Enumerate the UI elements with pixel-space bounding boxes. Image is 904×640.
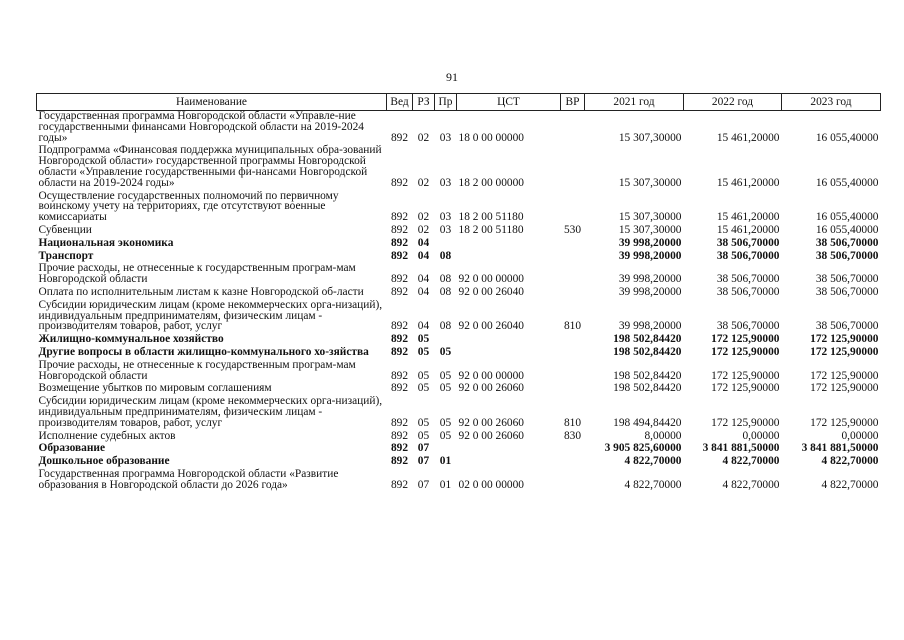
row-amount-2021: 39 998,20000 [618,320,682,333]
row-vr [561,251,585,264]
row-amount-2022: 15 461,20000 [716,211,780,224]
row-amount-2023: 38 506,70000 [815,285,879,298]
row-name: Национальная экономика [38,236,174,249]
header-ved: Вед [387,94,413,111]
row-amount-2022: 172 125,90000 [711,369,780,382]
table-header-row [37,94,881,111]
row-amount-2021: 4 822,70000 [624,455,682,468]
row-name: Субсидии юридическим лицам (кроме некоммерческих орга-низаций), индивидуальным предпринимателям, физическим лицам - производителям товаров, работ, услуг [38,395,383,429]
row-vr [561,287,585,300]
row-cst: 18 2 00 51180 [458,223,524,236]
row-cst [457,443,561,456]
row-pr: 03 [439,176,452,189]
row-amount-2022: 172 125,90000 [711,333,780,346]
budget-table [36,93,881,493]
row-amount-2022: 3 841 881,50000 [702,442,780,455]
row-pr: 05 [439,382,452,395]
row-amount-2023: 16 055,40000 [815,211,879,224]
header-rz: РЗ [413,94,435,111]
row-rz: 05 [417,345,430,358]
row-pr: 03 [439,131,452,144]
row-rz: 05 [417,416,430,429]
row-name: Прочие расходы, не отнесенные к государственным програм-мам Новгородской области [38,358,356,382]
row-pr: 05 [439,429,452,442]
row-amount-2023: 38 506,70000 [815,236,879,249]
row-ved: 892 [390,345,409,358]
row-ved: 892 [390,442,409,455]
row-amount-2023: 4 822,70000 [821,478,879,491]
row-vr [561,111,585,146]
row-cst [457,456,561,469]
row-amount-2021: 39 998,20000 [618,249,682,262]
row-pr: 05 [439,345,452,358]
row-amount-2023: 172 125,90000 [810,333,879,346]
row-cst: 92 0 00 26040 [458,285,524,298]
table-row [37,287,881,300]
row-pr: 05 [439,416,452,429]
row-amount-2022: 38 506,70000 [716,236,780,249]
row-amount-2022: 172 125,90000 [711,416,780,429]
row-amount-2023: 172 125,90000 [810,345,879,358]
row-name: Дошкольное образование [38,455,170,468]
row-ved: 892 [390,429,409,442]
row-rz: 04 [417,273,430,286]
row-cst [457,251,561,264]
row-rz: 05 [417,369,430,382]
row-pr: 01 [439,478,452,491]
row-vr [561,238,585,251]
row-rz: 05 [417,382,430,395]
row-amount-2021: 4 822,70000 [624,478,682,491]
table-row [37,396,881,430]
row-vr [561,360,585,384]
row-amount-2021: 8,00000 [644,429,682,442]
table-row [37,360,881,384]
row-vr [561,456,585,469]
row-amount-2021: 3 905 825,60000 [604,442,682,455]
row-ved: 892 [390,211,409,224]
row-amount-2022: 38 506,70000 [716,273,780,286]
row-amount-2022: 15 461,20000 [716,131,780,144]
row-name: Образование [38,442,106,455]
row-ved: 892 [390,382,409,395]
row-amount-2021: 15 307,30000 [618,223,682,236]
row-cst: 92 0 00 00000 [458,273,524,286]
row-name: Возмещение убытков по мировым соглашениям [38,382,272,395]
row-ved: 892 [390,320,409,333]
row-name: Государственная программа Новгородской области «Управле-ние государственными финансами Новгородской области на 2019-2024 годы» [38,110,364,144]
table-row [37,469,881,493]
row-cst: 18 2 00 00000 [458,176,524,189]
row-name: Субвенции [38,223,92,236]
row-rz: 07 [417,478,430,491]
row-rz: 04 [417,249,430,262]
row-pr: 03 [439,223,452,236]
row-cst: 92 0 00 26060 [458,416,524,429]
row-ved: 892 [390,273,409,286]
row-cst [457,347,561,360]
row-amount-2021: 198 502,84420 [613,333,682,346]
table-row [37,238,881,251]
row-amount-2022: 172 125,90000 [711,345,780,358]
row-pr: 08 [439,285,452,298]
row-pr: 08 [439,249,452,262]
row-amount-2022: 38 506,70000 [716,285,780,298]
row-amount-2023: 4 822,70000 [821,455,879,468]
row-name: Прочие расходы, не отнесенные к государственным програм-мам Новгородской области [38,262,356,286]
row-amount-2022: 38 506,70000 [716,249,780,262]
row-amount-2022: 4 822,70000 [722,455,780,468]
row-cst: 92 0 00 26060 [458,429,524,442]
header-cst: ЦСТ [457,94,561,111]
row-ved: 892 [390,285,409,298]
row-rz: 07 [417,455,430,468]
row-amount-2023: 172 125,90000 [810,382,879,395]
header-2023: 2023 год [782,94,881,111]
row-rz: 04 [417,285,430,298]
row-rz: 02 [417,131,430,144]
row-vr [561,263,585,287]
row-vr [561,347,585,360]
row-name: Оплата по исполнительным листам к казне Новгородской об-ласти [38,285,364,298]
row-amount-2022: 15 461,20000 [716,223,780,236]
row-pr: 01 [439,455,452,468]
row-rz: 02 [417,211,430,224]
header-name: Наименование [37,94,387,111]
row-ved: 892 [390,478,409,491]
row-cst: 18 2 00 51180 [458,211,524,224]
table-row [37,300,881,334]
row-cst [457,334,561,347]
row-ved: 892 [390,223,409,236]
table-row [37,111,881,146]
row-name: Другие вопросы в области жилищно-коммунального хо-зяйства [38,345,369,358]
table-row [37,145,881,190]
header-2022: 2022 год [684,94,782,111]
row-amount-2021: 198 502,84420 [613,345,682,358]
row-ved: 892 [390,455,409,468]
row-ved: 892 [390,369,409,382]
header-pr: Пр [435,94,457,111]
row-amount-2023: 172 125,90000 [810,369,879,382]
row-amount-2023: 16 055,40000 [815,223,879,236]
row-amount-2023: 38 506,70000 [815,273,879,286]
row-amount-2023: 16 055,40000 [815,176,879,189]
row-vr [561,145,585,190]
table-row [37,225,881,238]
row-amount-2022: 4 822,70000 [722,478,780,491]
row-vr [561,443,585,456]
row-amount-2022: 0,00000 [742,429,780,442]
row-cst: 92 0 00 00000 [458,369,524,382]
row-amount-2022: 172 125,90000 [711,382,780,395]
row-name: Субсидии юридическим лицам (кроме некоммерческих орга-низаций), индивидуальным предпринимателям, физическим лицам - производителям товаров, работ, услуг [38,298,383,333]
row-ved: 892 [390,416,409,429]
row-cst: 92 0 00 26060 [458,382,524,395]
row-amount-2021: 198 494,84420 [613,416,682,429]
row-amount-2021: 39 998,20000 [618,236,682,249]
row-ved: 892 [390,236,409,249]
row-ved: 892 [390,131,409,144]
row-amount-2021: 39 998,20000 [618,285,682,298]
row-amount-2023: 16 055,40000 [815,131,879,144]
row-pr: 08 [439,320,452,333]
row-amount-2021: 198 502,84420 [613,369,682,382]
row-amount-2021: 15 307,30000 [618,211,682,224]
row-rz: 04 [417,236,430,249]
row-amount-2023: 3 841 881,50000 [801,442,879,455]
row-amount-2022: 15 461,20000 [716,176,780,189]
row-amount-2022: 38 506,70000 [716,320,780,333]
row-pr [435,238,457,251]
row-vr: 830 [563,429,582,442]
row-cst: 18 0 00 00000 [458,131,524,144]
row-amount-2021: 198 502,84420 [613,382,682,395]
table-row [37,191,881,225]
row-vr [561,334,585,347]
row-amount-2023: 38 506,70000 [815,249,879,262]
row-pr: 05 [439,369,452,382]
row-cst: 02 0 00 00000 [458,478,524,491]
row-amount-2023: 0,00000 [841,429,879,442]
row-vr [561,383,585,396]
row-amount-2021: 15 307,30000 [618,131,682,144]
row-rz: 05 [417,429,430,442]
header-vr: ВР [561,94,585,111]
table-row [37,347,881,360]
row-rz: 02 [417,223,430,236]
row-ved: 892 [390,176,409,189]
table-body [37,111,881,493]
row-name: Государственная программа Новгородской области «Развитие образования в Новгородской области до 2026 года» [38,467,339,491]
row-amount-2021: 39 998,20000 [618,273,682,286]
row-amount-2023: 38 506,70000 [815,320,879,333]
row-name: Транспорт [38,249,94,262]
row-vr [561,191,585,225]
row-vr [561,469,585,493]
row-name: Жилищно-коммунальное хозяйство [38,333,224,346]
page-number: 91 [446,70,458,84]
row-amount-2023: 172 125,90000 [810,416,879,429]
row-cst [457,238,561,251]
header-2021: 2021 год [585,94,684,111]
row-rz: 05 [417,333,430,346]
row-name: Осуществление государственных полномочий по первичному воинскому учету на территориях, где отсутствуют военные комиссариаты [38,189,339,224]
row-name: Подпрограмма «Финансовая поддержка муниципальных обра-зований Новгородской области» государственной программы Новгородской области «Управление государственными фи-нансами Новгородской области на 2019-2024 годы» [38,144,382,189]
table-row [37,456,881,469]
row-pr: 03 [439,211,452,224]
row-rz: 07 [417,442,430,455]
row-rz: 02 [417,176,430,189]
row-vr: 810 [563,320,582,333]
table-row [37,263,881,287]
row-ved: 892 [390,333,409,346]
row-name: Исполнение судебных актов [38,429,176,442]
row-ved: 892 [390,249,409,262]
row-cst: 92 0 00 26040 [458,320,524,333]
row-rz: 04 [417,320,430,333]
row-amount-2021: 15 307,30000 [618,176,682,189]
row-vr: 810 [563,416,582,429]
row-vr: 530 [563,223,582,236]
row-pr: 08 [439,273,452,286]
